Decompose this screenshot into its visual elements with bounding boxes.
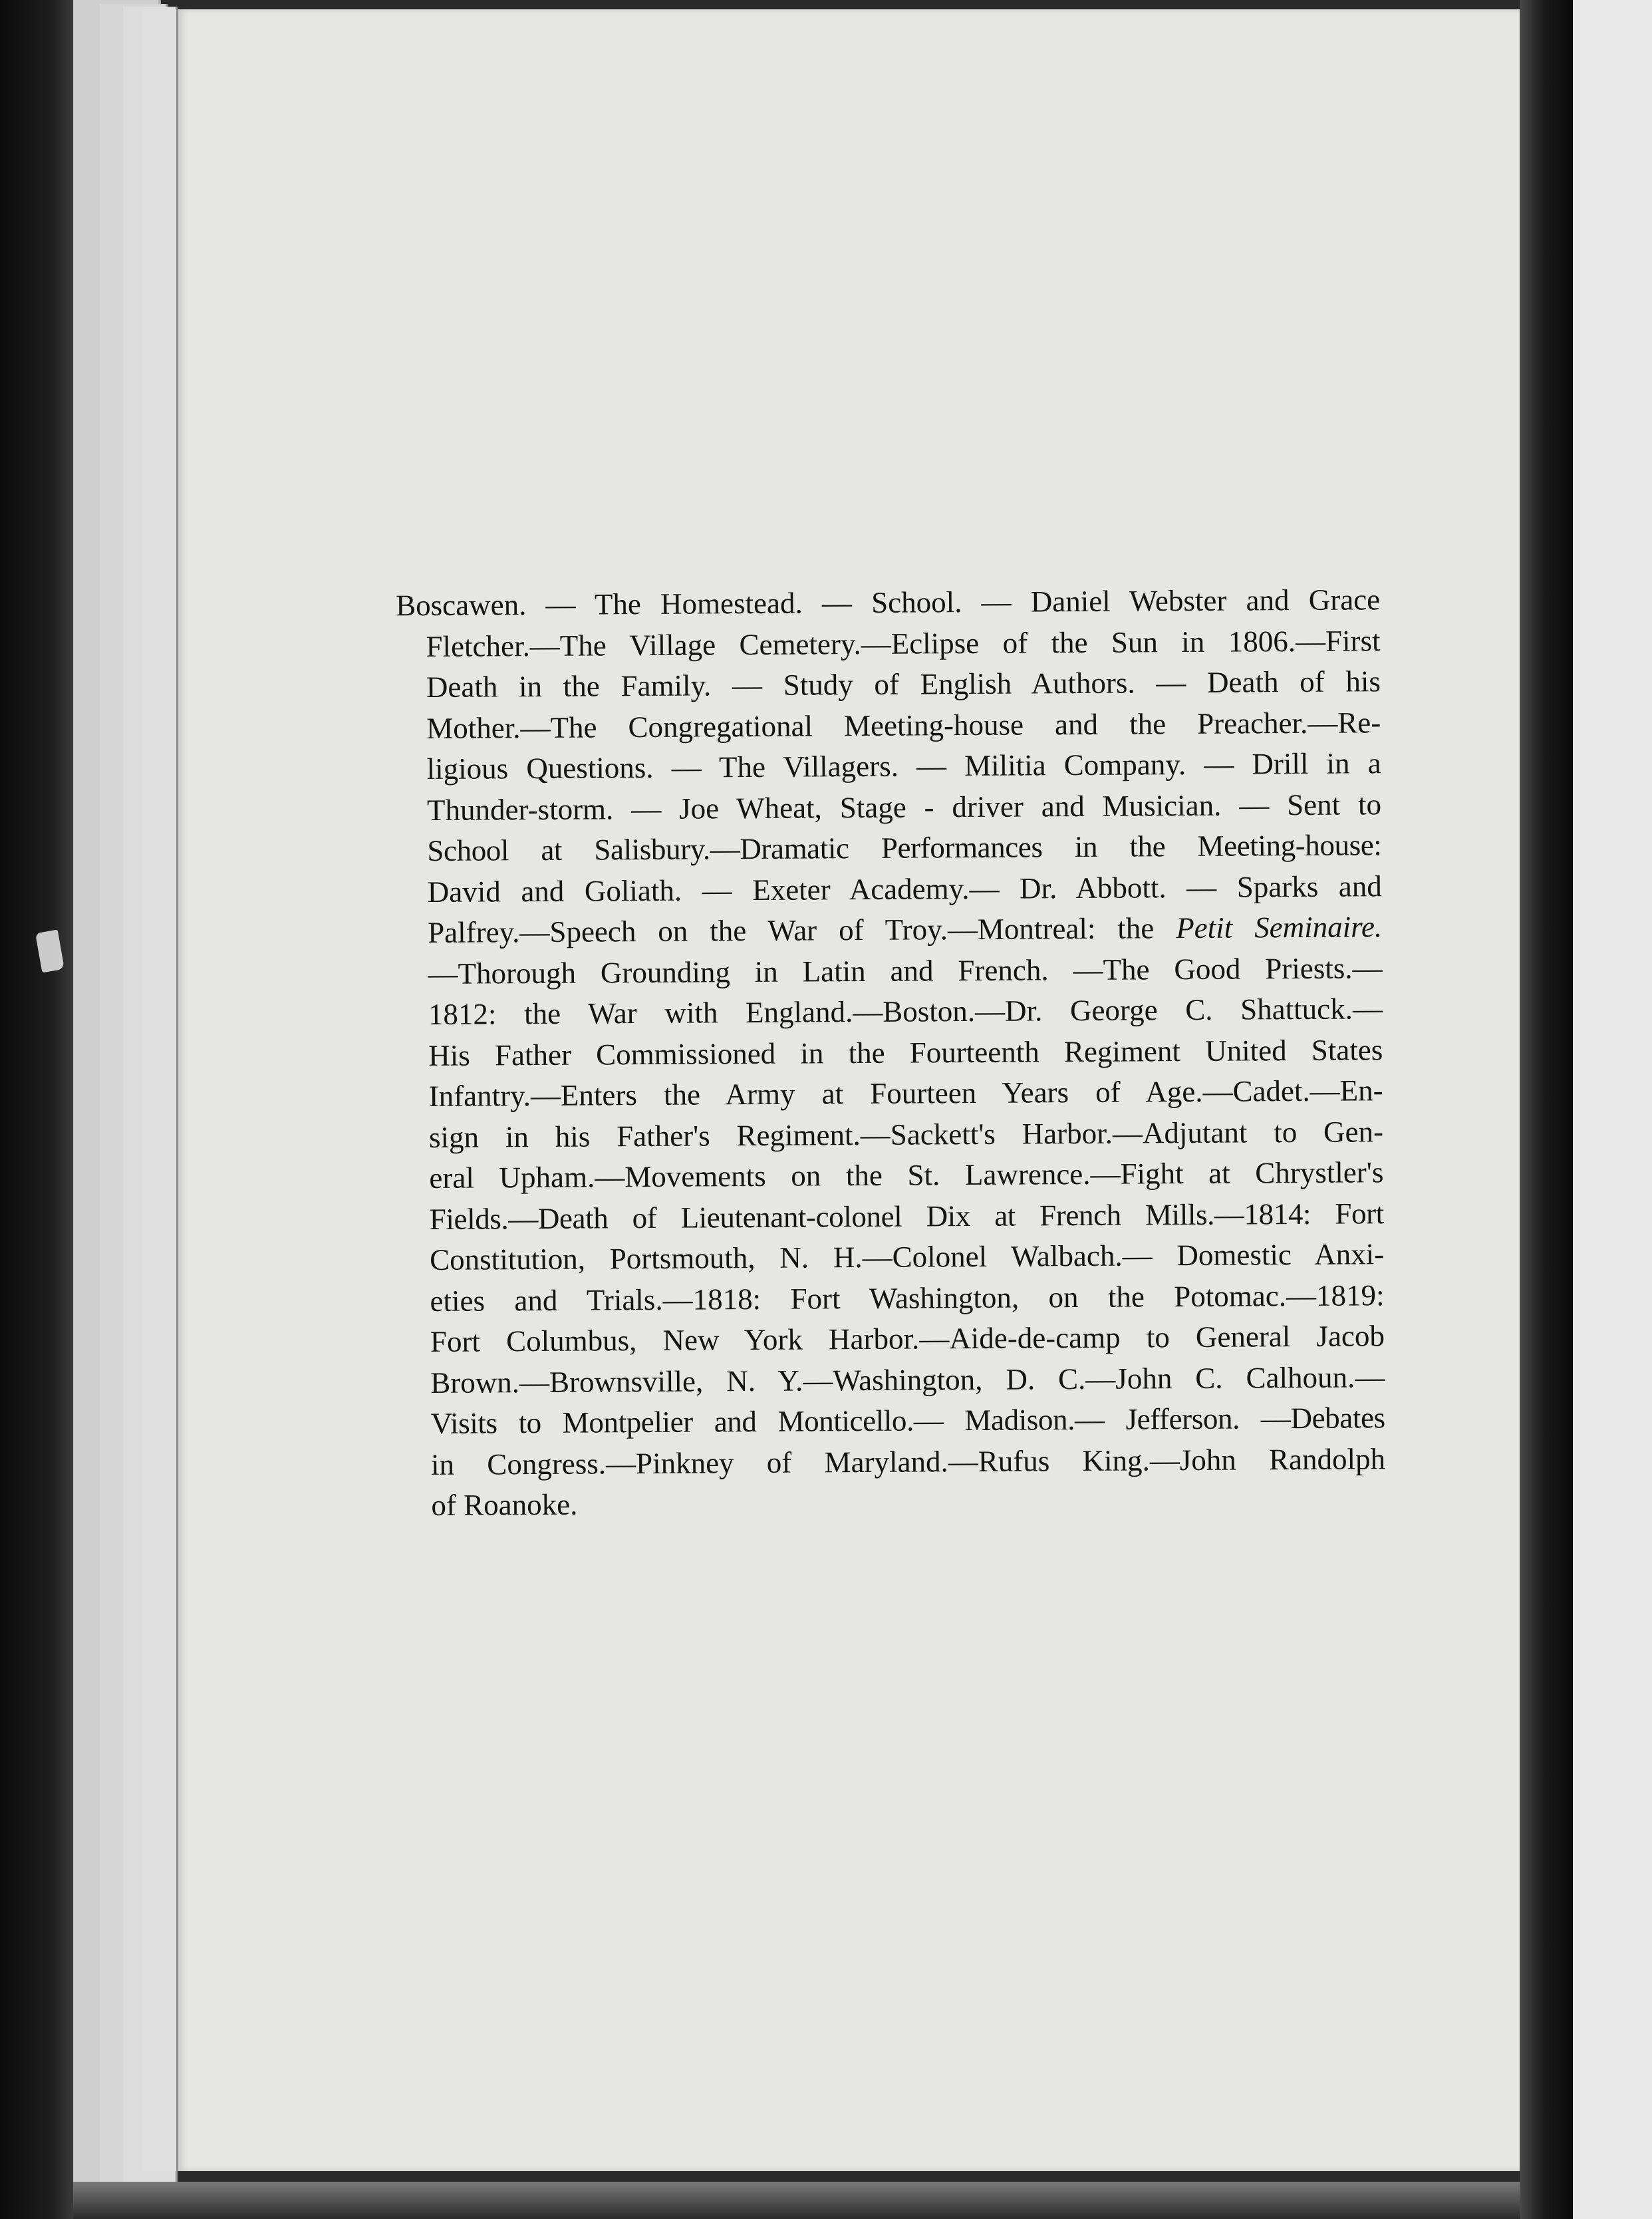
binding-shadow bbox=[1520, 0, 1573, 2219]
summary-line: Infantry.—Enters the Army at Fourteen Years of Age.—Cadet.—En- bbox=[428, 1074, 1383, 1113]
scan-right-margin bbox=[1573, 0, 1652, 2219]
summary-line: School at Salisbury.—Dramatic Performances in the Meeting-house: bbox=[427, 828, 1382, 867]
summary-line-text: Palfrey.—Speech on the War of Troy.—Montreal: the bbox=[428, 911, 1176, 949]
summary-line: Fletcher.—The Village Cemetery.—Eclipse of the Sun in 1806.—First bbox=[426, 623, 1381, 663]
scan-bottom-shadow bbox=[73, 2182, 1520, 2219]
summary-line: Thunder-storm. — Joe Wheat, Stage - driver and Musician. — Sent to bbox=[426, 787, 1382, 827]
summary-line: —Thorough Grounding in Latin and French. —The Good Priests.— bbox=[428, 951, 1383, 990]
summary-line: Constitution, Portsmouth, N. H.—Colonel Walbach.— Domestic Anxi- bbox=[430, 1237, 1385, 1276]
chapter-contents-summary bbox=[396, 579, 1386, 1526]
summary-line: Fort Columbus, New York Harbor.—Aide-de-camp to General Jacob bbox=[430, 1319, 1385, 1358]
summary-line: sign in his Father's Regiment.—Sackett's Harbor.—Adjutant to Gen- bbox=[428, 1114, 1384, 1154]
summary-line: ligious Questions. — The Villagers. — Militia Company. — Drill in a bbox=[426, 746, 1381, 786]
italic-term: Petit Seminaire. bbox=[1176, 910, 1383, 945]
summary-line: eral Upham.—Movements on the St. Lawrence.—Fight at Chrystler's bbox=[429, 1155, 1384, 1195]
summary-line: eties and Trials.—1818: Fort Washington, on the Potomac.—1819: bbox=[430, 1278, 1385, 1318]
summary-line: 1812: the War with England.—Boston.—Dr. George C. Shattuck.— bbox=[428, 992, 1383, 1031]
summary-line: His Father Commissioned in the Fourteenth Regiment United States bbox=[428, 1032, 1383, 1072]
summary-line bbox=[428, 907, 1382, 953]
summary-line: Visits to Montpelier and Monticello.— Madison.— Jefferson. —Debates bbox=[430, 1401, 1385, 1440]
summary-line: Brown.—Brownsville, N. Y.—Washington, D. C.—John C. Calhoun.— bbox=[430, 1360, 1385, 1400]
summary-line: David and Goliath. — Exeter Academy.— Dr. Abbott. — Sparks and bbox=[427, 869, 1382, 909]
summary-line: in Congress.—Pinkney of Maryland.—Rufus King.—John Randolph bbox=[430, 1441, 1386, 1481]
summary-line: Fields.—Death of Lieutenant-colonel Dix at French Mills.—1814: Fort bbox=[429, 1196, 1384, 1236]
summary-line: of Roanoke. bbox=[431, 1487, 578, 1522]
summary-line: Boscawen. — The Homestead. — School. — Daniel Webster and Grace bbox=[396, 583, 1381, 623]
scan-left-margin bbox=[0, 0, 73, 2219]
summary-line: Mother.—The Congregational Meeting-house and the Preacher.—Re- bbox=[426, 705, 1381, 745]
summary-line: Death in the Family. — Study of English Authors. — Death of his bbox=[426, 665, 1381, 704]
